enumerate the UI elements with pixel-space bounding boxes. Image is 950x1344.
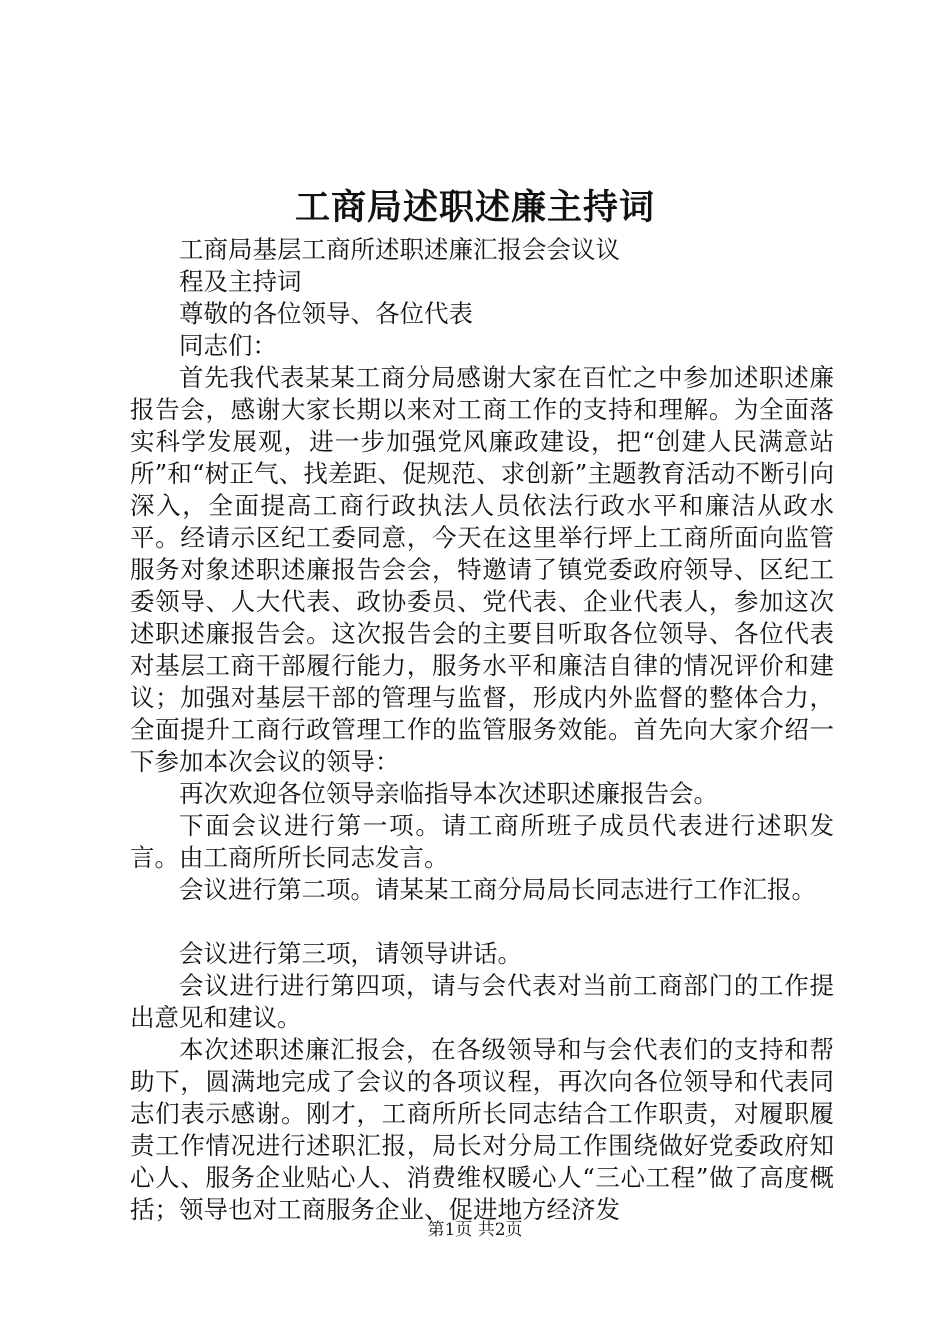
paragraph-item-two: 会议进行第二项。请某某工商分局局长同志进行工作汇报。 xyxy=(179,875,816,904)
paragraph-closing: 本次述职述廉汇报会，在各级领导和与会代表们的支持和帮助下，圆满地完成了会议的各项议程，再次向各位领导和代表同志们表示感谢。刚才，工商所所长同志结合工作职责，对履职履责工作情况进行述职汇报，局长对分局工作围绕做好党委政府知心人、服务企业贴心人、消费维权暖心人“三心工程”做了高度概括；领导也对工商服务企业、促进地方经济发 xyxy=(130,1035,834,1224)
paragraph-item-four: 会议进行进行第四项，请与会代表对当前工商部门的工作提出意见和建议。 xyxy=(130,971,834,1032)
document-body xyxy=(130,234,834,1226)
paragraph-opening: 首先我代表某某工商分局感谢大家在百忙之中参加述职述廉报告会，感谢大家长期以来对工商工作的支持和理解。为全面落实科学发展观，进一步加强党风廉政建设，把“创建人民满意站所”和“树正气、找差距、促规范、求创新”主题教育活动不断引向深入，全面提高工商行政执法人员依法行政水平和廉洁从政水平。经请示区纪工委同意，今天在这里举行坪上工商所面向监管服务对象述职述廉报告会会，特邀请了镇党委政府领导、区纪工委领导、人大代表、政协委员、党代表、企业代表人，参加这次述职述廉报告会。这次报告会的主要目听取各位领导、各位代表对基层工商干部履行能力，服务水平和廉洁自律的情况评价和建议；加强对基层干部的管理与监督，形成内外监督的整体合力，全面提升工商行政管理工作的监管服务效能。首先向大家介绍一下参加本次会议的领导： xyxy=(130,363,834,776)
paragraph-greeting: 同志们： xyxy=(179,331,277,360)
paragraph-item-one: 下面会议进行第一项。请工商所班子成员代表进行述职发言。由工商所所长同志发言。 xyxy=(130,811,834,872)
paragraph-heading-line-1: 工商局基层工商所述职述廉汇报会会议议 xyxy=(179,235,620,264)
paragraph-item-three: 会议进行第三项，请领导讲话。 xyxy=(179,939,522,968)
page-number: 第1页 共2页 xyxy=(427,1220,523,1240)
paragraph-salutation: 尊敬的各位领导、各位代表 xyxy=(179,299,473,328)
paragraph-welcome: 再次欢迎各位领导亲临指导本次述职述廉报告会。 xyxy=(179,779,718,808)
document-title: 工商局述职述廉主持词 xyxy=(294,187,655,228)
paragraph-heading-line-2: 程及主持词 xyxy=(179,267,302,296)
